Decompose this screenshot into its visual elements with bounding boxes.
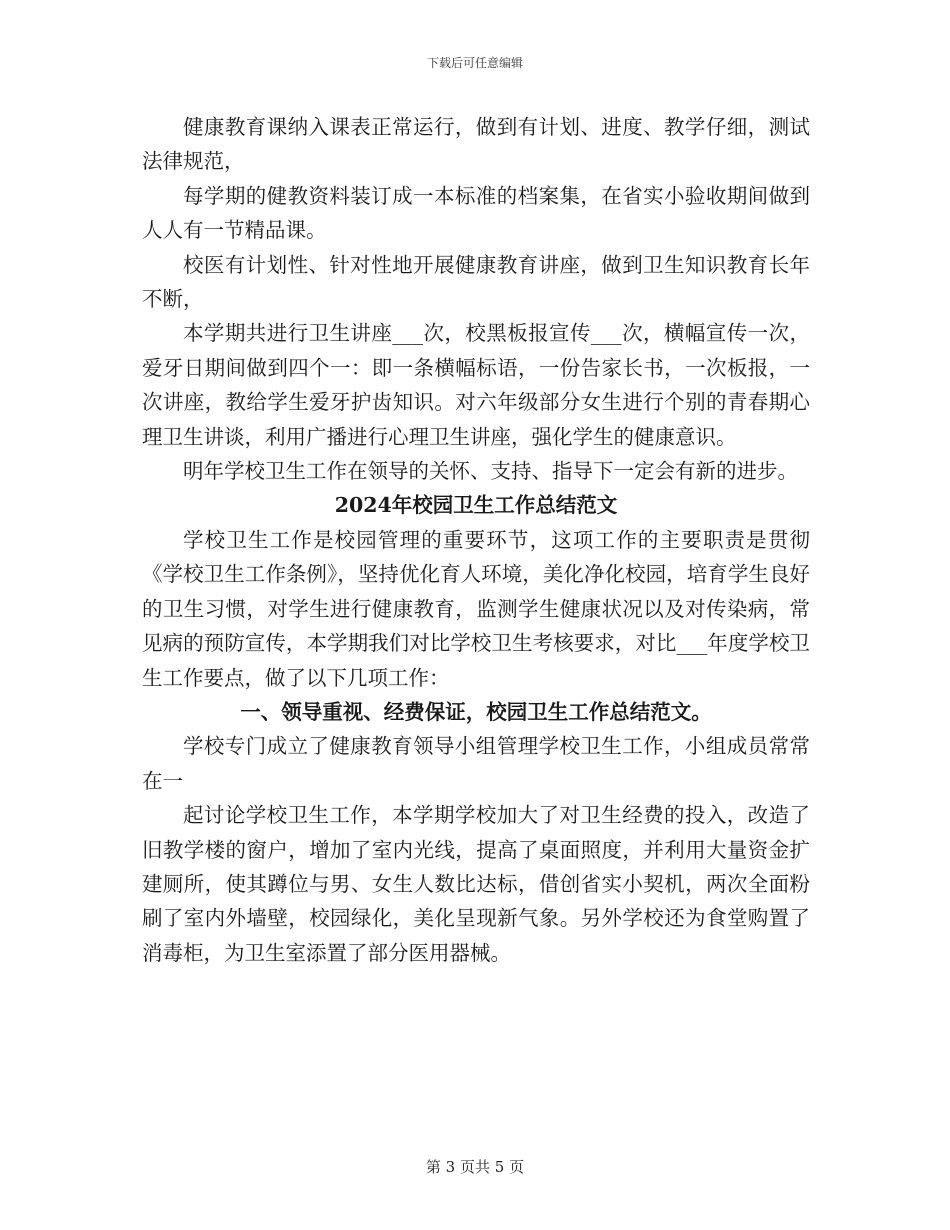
paragraph: 校医有计划性、针对性地开展健康教育讲座，做到卫生知识教育长年不断，: [142, 252, 810, 312]
page-header: 下载后可任意编辑: [426, 56, 523, 70]
section-title: 2024年校园卫生工作总结范文: [334, 493, 618, 518]
paragraph: 起讨论学校卫生工作，本学期学校加大了对卫生经费的投入，改造了旧教学楼的窗户，增加了室内光线，提高了桌面照度，并利用大量资金扩建厕所，使其蹲位与男、女生人数比达标，借创省实小契机，两次全面粉刷了室内外墙壁，校园绿化，美化呈现新气象。另外学校还为食堂购置了消毒柜，为卫生室添置了部分医用器械。: [142, 803, 810, 965]
intro-paragraph: 学校卫生工作是校园管理的重要环节，这项工作的主要职责是贯彻《学校卫生工作条例》，坚持优化育人环境，美化净化校园，培育学生良好的卫生习惯，对学生进行健康教育，监测学生健康状况以及对传染病，常见病的预防宣传，本学期我们对比学校卫生考核要求，对比___年度学校卫生工作要点，做了以下几项工作：: [142, 527, 810, 690]
document-body: [142, 110, 810, 970]
paragraph: 健康教育课纳入课表正常运行，做到有计划、进度、教学仔细，测试法律规范，: [142, 115, 810, 174]
paragraph: 每学期的健教资料装订成一本标准的档案集，在省实小验收期间做到人人有一节精品课。: [142, 183, 810, 243]
page-footer: 第 3 页共 5 页: [425, 1158, 525, 1176]
paragraph: 本学期共进行卫生讲座___次，校黑板报宣传___次，横幅宣传一次，爱牙日期间做到四个一：即一条横幅标语，一份告家长书，一次板报，一次讲座，教给学生爱牙护齿知识。对六年级部分女生进行个别的青春期心理卫生讲谈，利用广播进行心理卫生讲座，强化学生的健康意识。: [142, 321, 810, 449]
paragraph: 明年学校卫生工作在领导的关怀、支持、指导下一定会有新的进步。: [183, 459, 798, 484]
section-subheading: 一、领导重视、经费保证，校园卫生工作总结范文。: [240, 699, 712, 724]
paragraph: 学校专门成立了健康教育领导小组管理学校卫生工作，小组成员常常在一: [142, 734, 810, 793]
